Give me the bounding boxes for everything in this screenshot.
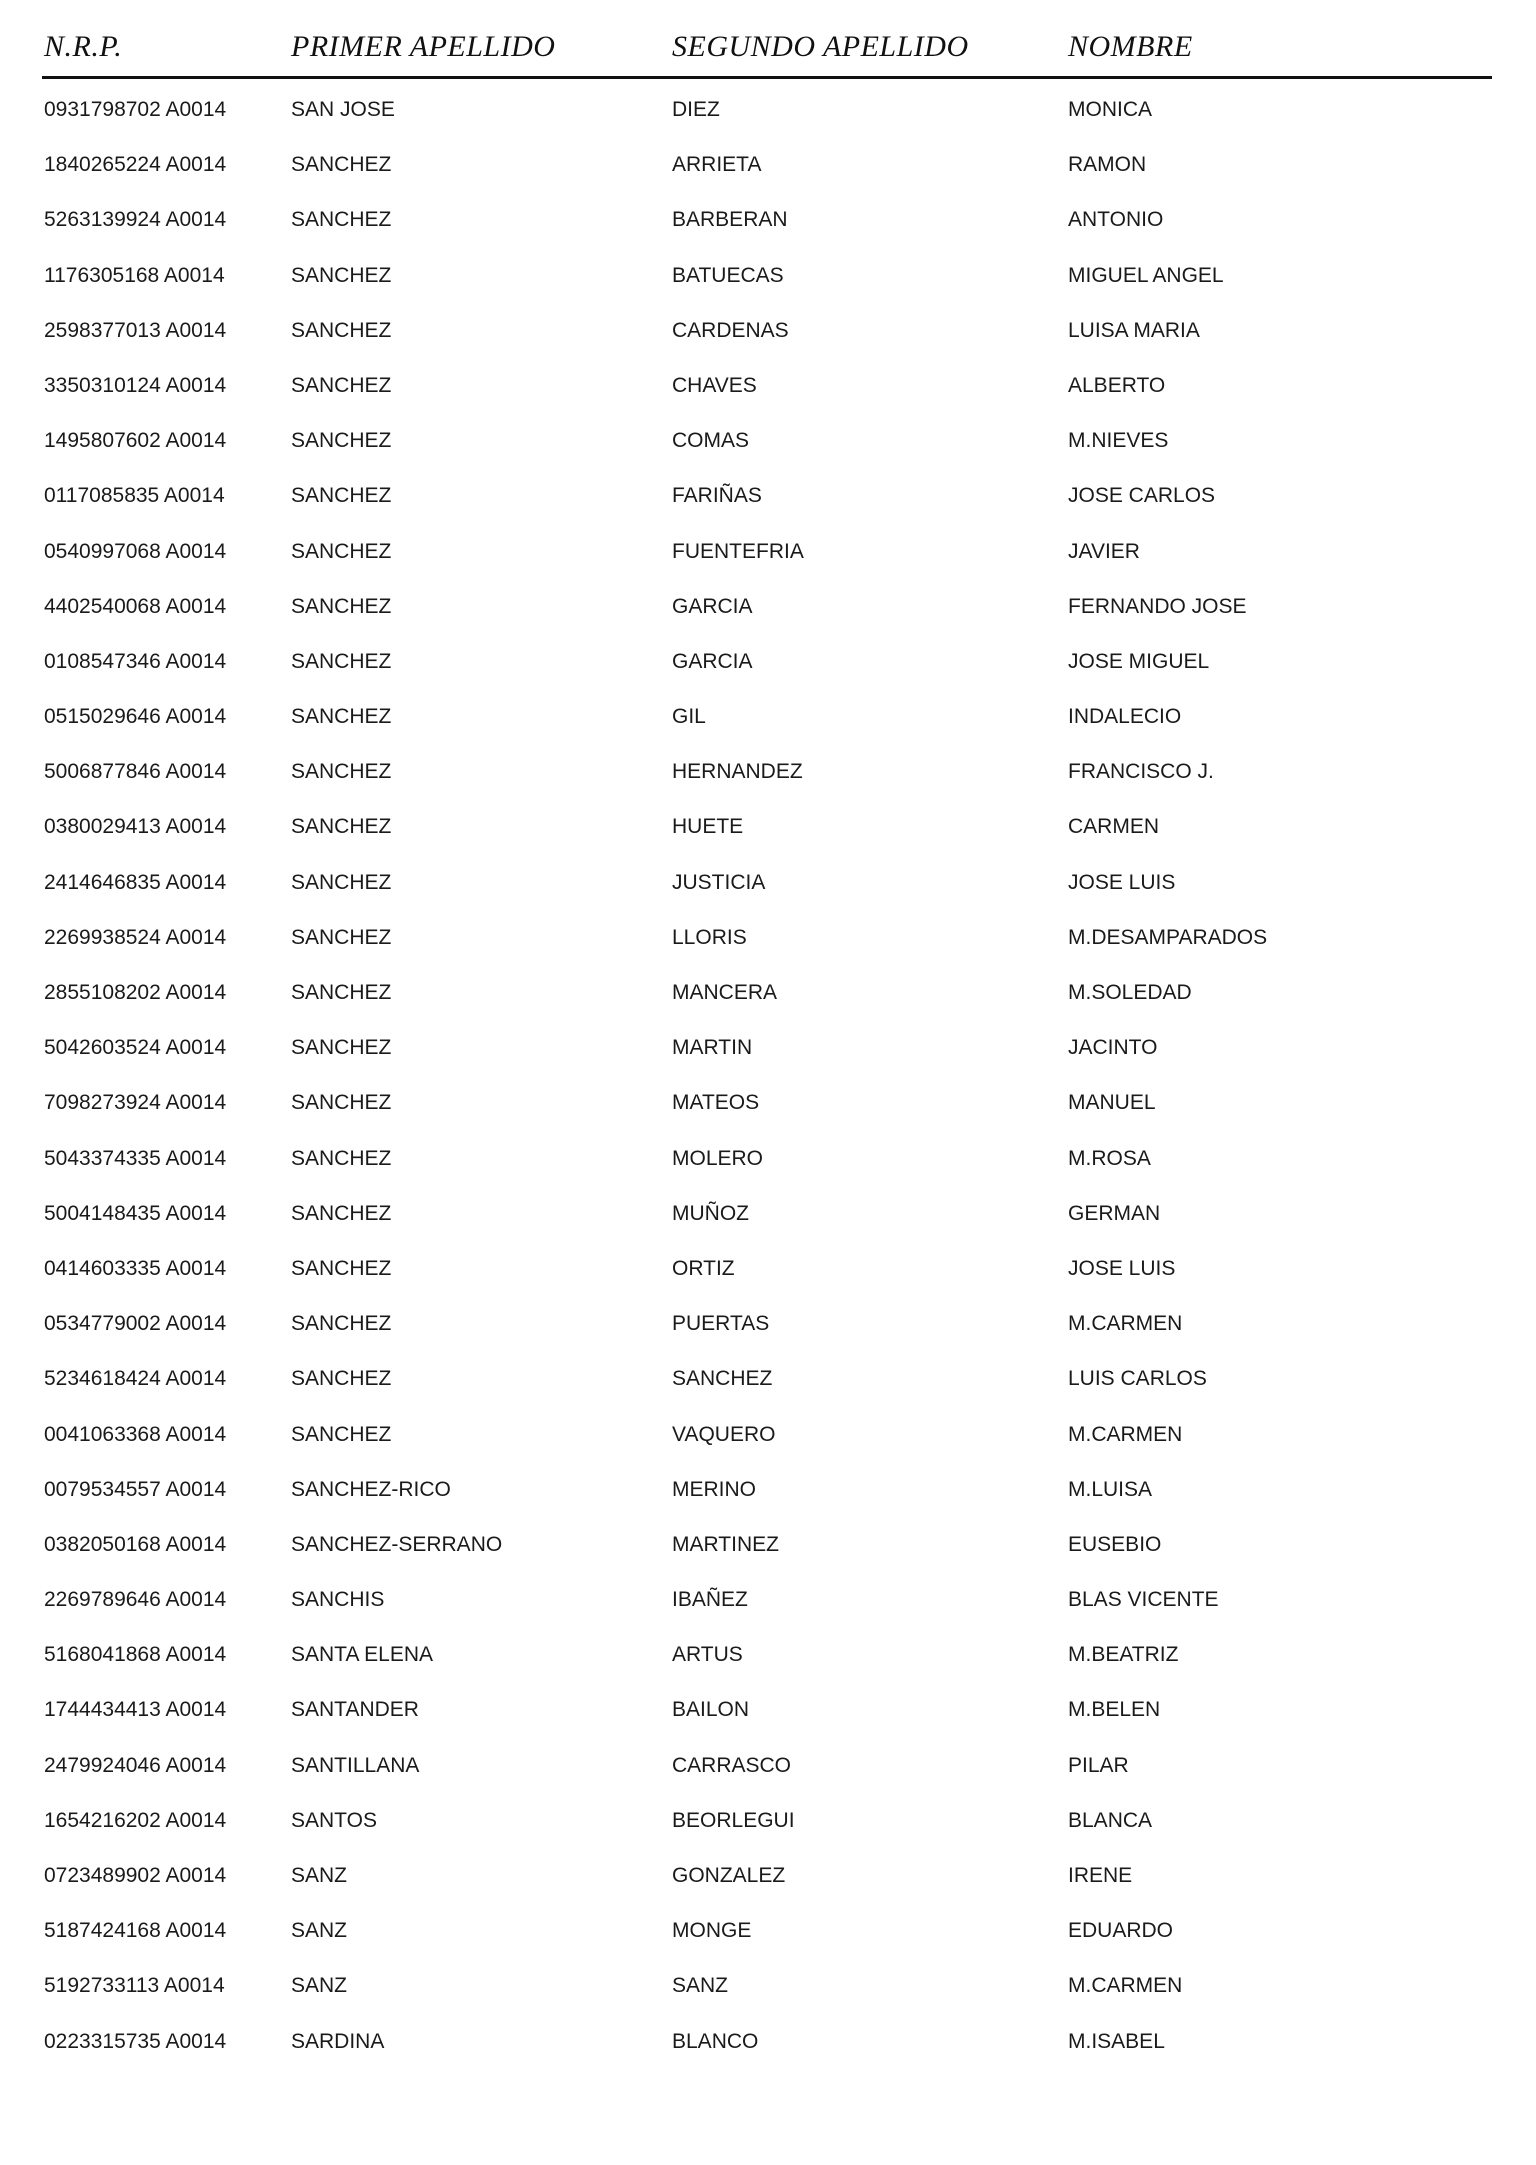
header-segundo-apellido: SEGUNDO APELLIDO [672,30,969,63]
cell-primer-apellido: SANCHEZ [291,649,392,673]
cell-primer-apellido: SANCHEZ [291,594,392,618]
cell-segundo-apellido: JUSTICIA [672,870,766,894]
cell-primer-apellido: SANTOS [291,1808,377,1832]
header-nrp: N.R.P. [44,30,123,63]
cell-nombre: BLAS VICENTE [1068,1588,1219,1612]
cell-nombre: ALBERTO [1068,373,1166,397]
cell-primer-apellido: SANCHEZ [291,1312,392,1336]
cell-primer-apellido: SAN JOSE [291,98,395,121]
table-row [0,1905,1536,1960]
table-row [0,581,1536,636]
cell-nrp: 1495807602 A0014 [44,429,227,453]
cell-nrp: 0108547346 A0014 [44,649,227,673]
cell-primer-apellido: SANCHEZ [291,925,392,949]
cell-primer-apellido: SARDINA [291,2029,385,2053]
cell-segundo-apellido: BARBERAN [672,208,788,232]
table-row [0,1298,1536,1353]
cell-segundo-apellido: CARDENAS [672,318,789,342]
table-header [0,22,1536,78]
cell-nombre: JAVIER [1068,539,1140,563]
table-row [0,1850,1536,1905]
cell-nombre: FRANCISCO J. [1068,760,1214,784]
cell-nombre: M.NIEVES [1068,429,1169,453]
table-row [0,526,1536,581]
cell-segundo-apellido: GIL [672,705,706,729]
cell-segundo-apellido: HERNANDEZ [672,760,803,784]
cell-nombre: M.BELEN [1068,1698,1161,1722]
table-row [0,636,1536,691]
cell-segundo-apellido: LLORIS [672,925,747,949]
cell-segundo-apellido: GONZALEZ [672,1864,786,1887]
cell-nrp: 2479924046 A0014 [44,1753,227,1777]
cell-segundo-apellido: MOLERO [672,1146,764,1170]
header-rule [42,76,1492,79]
table-row [0,1022,1536,1077]
table-row [0,967,1536,1022]
table-row [0,857,1536,912]
cell-segundo-apellido: MARTIN [672,1036,753,1060]
cell-segundo-apellido: MERINO [672,1477,756,1501]
cell-nombre: GERMAN [1068,1201,1161,1225]
table-body [0,84,1536,2071]
cell-nombre: M.CARMEN [1068,1422,1183,1446]
cell-nrp: 0540997068 A0014 [44,539,227,563]
cell-nombre: M.ROSA [1068,1146,1151,1170]
cell-segundo-apellido: MONGE [672,1919,752,1943]
cell-primer-apellido: SANCHEZ [291,429,392,453]
table-row [0,1519,1536,1574]
cell-nombre: ANTONIO [1068,208,1164,232]
cell-nrp: 0380029413 A0014 [44,815,227,839]
cell-nrp: 7098273924 A0014 [44,1091,227,1115]
cell-primer-apellido: SANCHEZ [291,263,392,287]
cell-nrp: 2598377013 A0014 [44,318,227,342]
cell-segundo-apellido: ORTIZ [672,1256,735,1280]
cell-nrp: 0041063368 A0014 [44,1422,227,1446]
table-row [0,1574,1536,1629]
cell-nrp: 1744434413 A0014 [44,1698,227,1722]
table-row [0,1960,1536,2015]
cell-primer-apellido: SANZ [291,1919,348,1943]
cell-primer-apellido: SANZ [291,1864,348,1887]
cell-nrp: 2269938524 A0014 [44,925,227,949]
cell-segundo-apellido: DIEZ [672,98,720,121]
cell-nombre: M.CARMEN [1068,1312,1183,1336]
cell-nombre: M.LUISA [1068,1477,1153,1501]
cell-nombre: M.DESAMPARADOS [1068,925,1268,949]
cell-nrp: 5004148435 A0014 [44,1201,227,1225]
cell-primer-apellido: SANCHEZ [291,1422,392,1446]
cell-primer-apellido: SANZ [291,1974,348,1998]
cell-nrp: 5042603524 A0014 [44,1036,227,1060]
cell-nombre: LUISA MARIA [1068,318,1200,342]
cell-segundo-apellido: SANCHEZ [672,1367,773,1391]
cell-segundo-apellido: PUERTAS [672,1312,770,1336]
table-row [0,360,1536,415]
cell-nombre: M.ISABEL [1068,2029,1165,2053]
table-row [0,912,1536,967]
cell-primer-apellido: SANCHEZ [291,1201,392,1225]
cell-nrp: 0723489902 A0014 [44,1864,227,1887]
cell-primer-apellido: SANCHEZ-SERRANO [291,1532,503,1556]
table-row [0,801,1536,856]
cell-segundo-apellido: ARTUS [672,1643,743,1667]
cell-nrp: 0079534557 A0014 [44,1477,227,1501]
cell-segundo-apellido: COMAS [672,429,750,453]
table-row [0,1133,1536,1188]
cell-segundo-apellido: FUENTEFRIA [672,539,804,563]
cell-nrp: 0414603335 A0014 [44,1256,227,1280]
cell-nombre: MANUEL [1068,1091,1156,1115]
cell-segundo-apellido: FARIÑAS [672,484,762,508]
cell-nrp: 1654216202 A0014 [44,1808,227,1832]
cell-nrp: 5192733113 A0014 [44,1974,225,1998]
cell-segundo-apellido: BATUECAS [672,263,784,287]
cell-primer-apellido: SANCHEZ [291,760,392,784]
cell-nombre: LUIS CARLOS [1068,1367,1207,1391]
cell-nombre: MONICA [1068,98,1152,121]
cell-nrp: 2414646835 A0014 [44,870,227,894]
table-row [0,1077,1536,1132]
cell-primer-apellido: SANCHEZ [291,705,392,729]
table-row [0,1243,1536,1298]
table-row [0,1684,1536,1739]
cell-segundo-apellido: BLANCO [672,2029,759,2053]
cell-nrp: 0117085835 A0014 [44,484,225,508]
header-primer-apellido: PRIMER APELLIDO [291,30,556,63]
cell-segundo-apellido: HUETE [672,815,744,839]
cell-segundo-apellido: SANZ [672,1974,729,1998]
table-row [0,470,1536,525]
cell-primer-apellido: SANCHEZ-RICO [291,1477,451,1501]
cell-primer-apellido: SANCHEZ [291,318,392,342]
cell-nombre: M.CARMEN [1068,1974,1183,1998]
table-row [0,1464,1536,1519]
table-row [0,1740,1536,1795]
table-row [0,1353,1536,1408]
cell-nrp: 5187424168 A0014 [44,1919,227,1943]
cell-primer-apellido: SANCHEZ [291,484,392,508]
table-row [0,691,1536,746]
cell-nrp: 1176305168 A0014 [44,263,225,287]
cell-nombre: JOSE LUIS [1068,870,1176,894]
cell-primer-apellido: SANCHEZ [291,815,392,839]
cell-primer-apellido: SANCHEZ [291,153,392,177]
table-row [0,194,1536,249]
cell-nombre: IRENE [1068,1864,1133,1887]
cell-segundo-apellido: MUÑOZ [672,1201,749,1225]
table-row [0,1188,1536,1243]
table-row [0,305,1536,360]
cell-nrp: 4402540068 A0014 [44,594,227,618]
table-row [0,1629,1536,1684]
header-nombre: NOMBRE [1068,30,1193,63]
cell-nrp: 5234618424 A0014 [44,1367,227,1391]
cell-nrp: 0515029646 A0014 [44,705,227,729]
cell-nombre: M.SOLEDAD [1068,981,1192,1004]
cell-segundo-apellido: BEORLEGUI [672,1808,795,1832]
cell-primer-apellido: SANTA ELENA [291,1643,433,1667]
cell-nombre: JOSE MIGUEL [1068,649,1210,673]
cell-primer-apellido: SANTANDER [291,1698,419,1722]
cell-primer-apellido: SANCHEZ [291,1091,392,1115]
cell-nombre: JOSE CARLOS [1068,484,1216,508]
cell-segundo-apellido: GARCIA [672,594,753,618]
cell-nrp: 5043374335 A0014 [44,1146,227,1170]
table-row [0,139,1536,194]
cell-segundo-apellido: MARTINEZ [672,1532,779,1556]
cell-primer-apellido: SANCHEZ [291,981,392,1004]
cell-nrp: 5168041868 A0014 [44,1643,227,1667]
cell-segundo-apellido: CARRASCO [672,1753,792,1777]
cell-nombre: RAMON [1068,153,1147,177]
cell-nrp: 0382050168 A0014 [44,1532,227,1556]
cell-nombre: CARMEN [1068,815,1160,839]
cell-primer-apellido: SANCHEZ [291,373,392,397]
table-row [0,1409,1536,1464]
cell-nrp: 5006877846 A0014 [44,760,227,784]
cell-segundo-apellido: BAILON [672,1698,750,1722]
cell-nrp: 0931798702 A0014 [44,98,227,121]
cell-nombre: INDALECIO [1068,705,1182,729]
cell-primer-apellido: SANCHEZ [291,870,392,894]
table-row [0,1795,1536,1850]
cell-nrp: 1840265224 A0014 [44,153,227,177]
cell-segundo-apellido: MANCERA [672,981,778,1004]
cell-nombre: EUSEBIO [1068,1532,1162,1556]
cell-nombre: FERNANDO JOSE [1068,594,1247,618]
table-row [0,415,1536,470]
cell-nrp: 2269789646 A0014 [44,1588,227,1612]
cell-nombre: MIGUEL ANGEL [1068,263,1224,287]
table-row [0,2016,1536,2071]
cell-nombre: BLANCA [1068,1808,1153,1832]
cell-primer-apellido: SANCHEZ [291,1256,392,1280]
cell-segundo-apellido: CHAVES [672,373,757,397]
cell-primer-apellido: SANCHEZ [291,539,392,563]
cell-primer-apellido: SANCHIS [291,1588,385,1612]
cell-primer-apellido: SANTILLANA [291,1753,420,1777]
cell-primer-apellido: SANCHEZ [291,208,392,232]
cell-segundo-apellido: MATEOS [672,1091,760,1115]
cell-segundo-apellido: ARRIETA [672,153,762,177]
cell-nrp: 2855108202 A0014 [44,981,227,1004]
cell-primer-apellido: SANCHEZ [291,1036,392,1060]
cell-segundo-apellido: GARCIA [672,649,753,673]
cell-nombre: PILAR [1068,1753,1129,1777]
cell-nombre: M.BEATRIZ [1068,1643,1179,1667]
cell-nrp: 5263139924 A0014 [44,208,227,232]
cell-primer-apellido: SANCHEZ [291,1367,392,1391]
table-row [0,746,1536,801]
cell-nrp: 3350310124 A0014 [44,373,227,397]
cell-nombre: JOSE LUIS [1068,1256,1176,1280]
cell-segundo-apellido: VAQUERO [672,1422,776,1446]
table-row [0,84,1536,139]
cell-primer-apellido: SANCHEZ [291,1146,392,1170]
cell-nombre: JACINTO [1068,1036,1158,1060]
cell-nrp: 0534779002 A0014 [44,1312,227,1336]
table-row [0,250,1536,305]
cell-segundo-apellido: IBAÑEZ [672,1588,748,1612]
cell-nrp: 0223315735 A0014 [44,2029,227,2053]
cell-nombre: EDUARDO [1068,1919,1174,1943]
